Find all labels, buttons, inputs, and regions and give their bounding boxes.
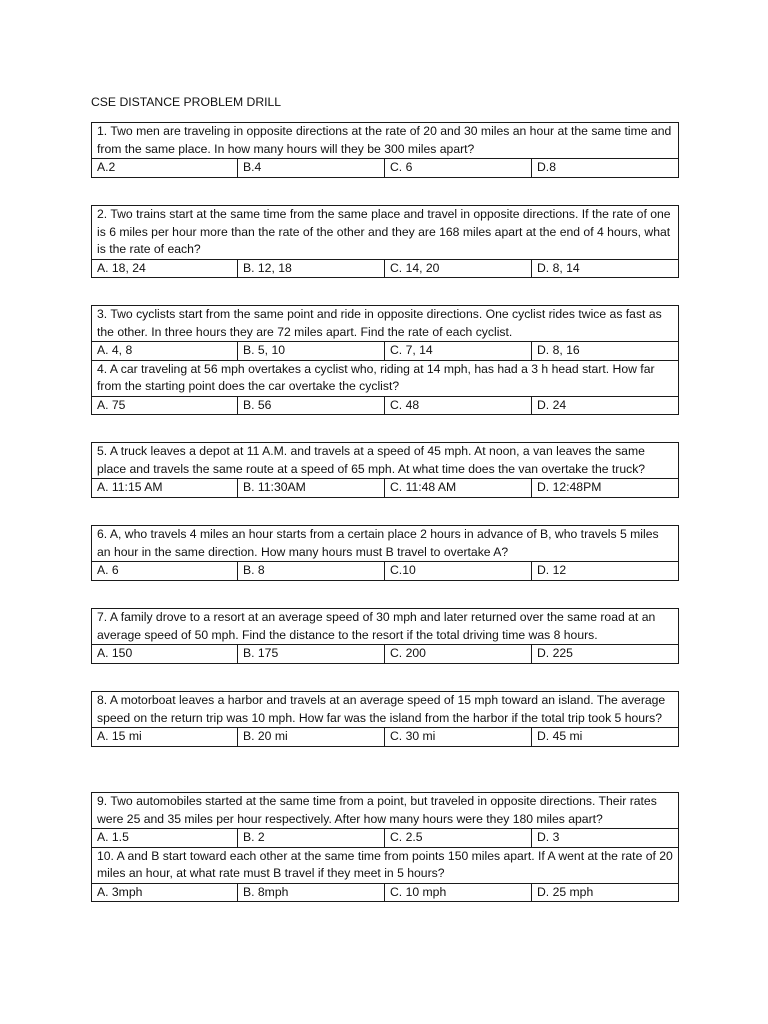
- choices-row: [92, 396, 679, 415]
- choice-d: D. 225: [532, 645, 679, 664]
- choice-b: B. 2: [238, 829, 385, 848]
- choice-b: B. 175: [238, 645, 385, 664]
- choices-row: [92, 562, 679, 581]
- choice-b: B. 20 mi: [238, 728, 385, 747]
- choice-b: B.4: [238, 159, 385, 178]
- question-text: 5. A truck leaves a depot at 11 A.M. and travels at a speed of 45 mph. At noon, a van leaves the same place and travels the same route at a speed of 65 mph. At what time does the van overtake the truck?: [92, 443, 679, 479]
- question-table-1: [91, 122, 679, 178]
- choice-c: C. 200: [385, 645, 532, 664]
- choice-d: D. 24: [532, 396, 679, 415]
- choice-b: B. 5, 10: [238, 342, 385, 361]
- choice-c: C. 11:48 AM: [385, 479, 532, 498]
- question-text: 2. Two trains start at the same time from the same place and travel in opposite directions. If the rate of one is 6 miles per hour more than the rate of the other and they are 168 miles apart at the end of 4 hours, what is the rate of each?: [92, 206, 679, 260]
- question-table-3-4: [91, 305, 679, 415]
- page-title: CSE DISTANCE PROBLEM DRILL: [91, 95, 282, 109]
- choice-b: B. 12, 18: [238, 259, 385, 278]
- choices-row: [92, 342, 679, 361]
- choice-b: B. 8: [238, 562, 385, 581]
- choice-a: A. 6: [92, 562, 238, 581]
- choice-a: A.2: [92, 159, 238, 178]
- choice-a: A. 11:15 AM: [92, 479, 238, 498]
- choice-c: C. 14, 20: [385, 259, 532, 278]
- choice-a: A. 150: [92, 645, 238, 664]
- choices-row: [92, 479, 679, 498]
- question-table-8: [91, 691, 679, 747]
- choice-d: D. 3: [532, 829, 679, 848]
- choice-b: B. 8mph: [238, 883, 385, 902]
- choice-c: C. 6: [385, 159, 532, 178]
- choice-d: D. 8, 14: [532, 259, 679, 278]
- choice-d: D. 12:48PM: [532, 479, 679, 498]
- choice-d: D. 8, 16: [532, 342, 679, 361]
- question-text: 7. A family drove to a resort at an average speed of 30 mph and later returned over the same road at an average speed of 50 mph. Find the distance to the resort if the total driving time was 8 hours.: [92, 609, 679, 645]
- choices-row: [92, 829, 679, 848]
- question-text: 10. A and B start toward each other at the same time from points 150 miles apart. If A went at the rate of 20 miles an hour, at what rate must B travel if they meet in 5 hours?: [92, 847, 679, 883]
- choices-row: [92, 259, 679, 278]
- question-text: 9. Two automobiles started at the same time from a point, but traveled in opposite directions. Their rates were 25 and 35 miles per hour respectively. After how many hours were they 180 miles apart?: [92, 793, 679, 829]
- question-text: 6. A, who travels 4 miles an hour starts from a certain place 2 hours in advance of B, who travels 5 miles an hour in the same direction. How many hours must B travel to overtake A?: [92, 526, 679, 562]
- choice-a: A. 15 mi: [92, 728, 238, 747]
- choice-c: C.10: [385, 562, 532, 581]
- choice-a: A. 75: [92, 396, 238, 415]
- choice-c: C. 48: [385, 396, 532, 415]
- choice-b: B. 56: [238, 396, 385, 415]
- question-text: 3. Two cyclists start from the same point and ride in opposite directions. One cyclist rides twice as fast as the other. In three hours they are 72 miles apart. Find the rate of each cyclist.: [92, 306, 679, 342]
- choice-c: C. 10 mph: [385, 883, 532, 902]
- question-table-7: [91, 608, 679, 664]
- choices-row: [92, 728, 679, 747]
- choice-a: A. 1.5: [92, 829, 238, 848]
- choices-row: [92, 645, 679, 664]
- choice-d: D. 12: [532, 562, 679, 581]
- question-table-9-10: [91, 792, 679, 902]
- choice-b: B. 11:30AM: [238, 479, 385, 498]
- choice-a: A. 3mph: [92, 883, 238, 902]
- choice-c: C. 30 mi: [385, 728, 532, 747]
- choice-c: C. 7, 14: [385, 342, 532, 361]
- question-text: 8. A motorboat leaves a harbor and travels at an average speed of 15 mph toward an island. The average speed on the return trip was 10 mph. How far was the island from the harbor if the total trip took 5 hours?: [92, 692, 679, 728]
- question-table-5: [91, 442, 679, 498]
- choice-d: D. 25 mph: [532, 883, 679, 902]
- question-table-6: [91, 525, 679, 581]
- question-text: 1. Two men are traveling in opposite directions at the rate of 20 and 30 miles an hour at the same time and from the same place. In how many hours will they be 300 miles apart?: [92, 123, 679, 159]
- choice-d: D.8: [532, 159, 679, 178]
- choices-row: [92, 883, 679, 902]
- choices-row: [92, 159, 679, 178]
- choice-a: A. 4, 8: [92, 342, 238, 361]
- choice-d: D. 45 mi: [532, 728, 679, 747]
- question-table-2: [91, 205, 679, 278]
- choice-c: C. 2.5: [385, 829, 532, 848]
- choice-a: A. 18, 24: [92, 259, 238, 278]
- question-text: 4. A car traveling at 56 mph overtakes a cyclist who, riding at 14 mph, has had a 3 h head start. How far from the starting point does the car overtake the cyclist?: [92, 360, 679, 396]
